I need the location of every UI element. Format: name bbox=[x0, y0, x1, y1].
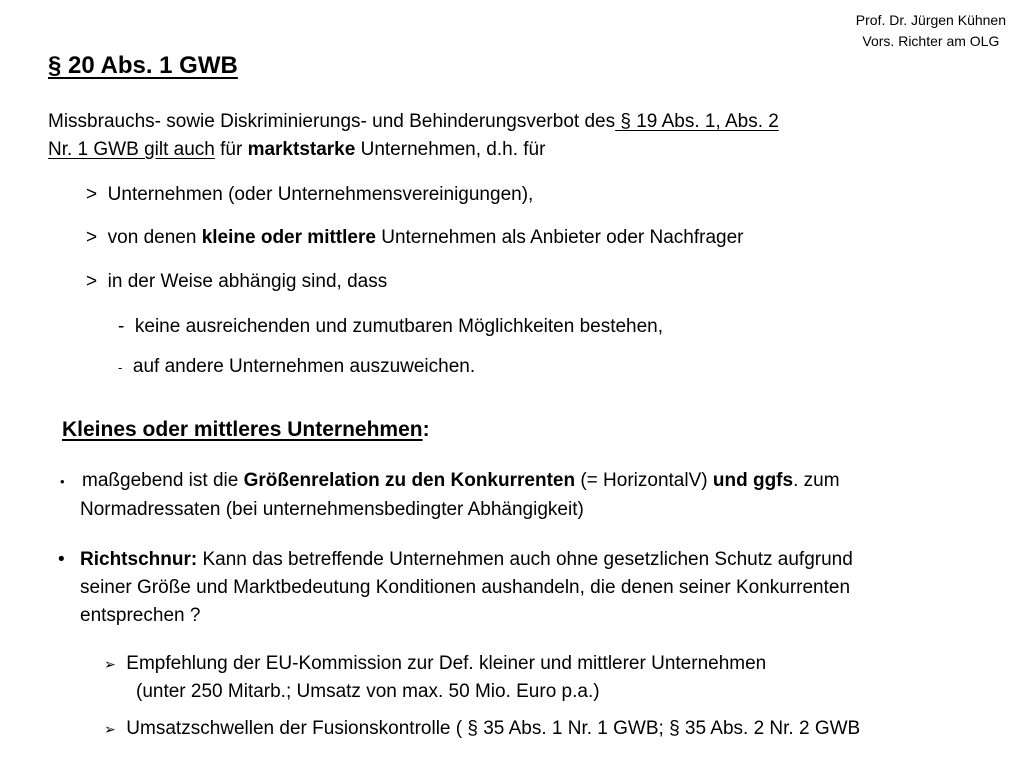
bullet-icon: • bbox=[58, 549, 65, 570]
intro-line-2: Nr. 1 GWB gilt auch für marktstarke Unternehmen, d.h. für bbox=[48, 139, 546, 160]
intro-reference: § 19 Abs. 1, Abs. 2 bbox=[615, 111, 779, 132]
subcondition-item: - keine ausreichenden und zumutbaren Möglichkeiten bestehen, bbox=[118, 316, 664, 337]
author-role: Vors. Richter am OLG bbox=[862, 33, 1000, 49]
condition-item: > von denen kleine oder mittlere Unternehmen als Anbieter oder Nachfrager bbox=[86, 227, 744, 248]
reference-item: ➢ Umsatzschwellen der Fusionskontrolle ( § 35 Abs. 1 Nr. 1 GWB; § 35 Abs. 2 Nr. 2 GWB bbox=[104, 718, 861, 739]
point-maßgebend: • maßgebend ist die Größenrelation zu den Konkurrenten (= HorizontalV) und ggfs. zum Normadressaten (bei unternehmensbedingter Abhängigkeit) bbox=[60, 470, 840, 520]
intro-paragraph bbox=[48, 108, 779, 164]
point-richtschnur: • Richtschnur: Kann das betreffende Unternehmen auch ohne gesetzlichen Schutz aufgrund seiner Größe und Marktbedeutung Konditionen aushandeln, die denen seiner Konkurrenten entsprechen ? bbox=[58, 546, 853, 630]
arrow-bullet-icon: ➢ bbox=[104, 721, 116, 737]
intro-reference-cont: Nr. 1 GWB gilt auch bbox=[48, 139, 215, 160]
reference-item: ➢ Empfehlung der EU-Kommission zur Def. kleiner und mittlerer Unternehmen (unter 250 Mitarb.; Umsatz von max. 50 Mio. Euro p.a.) bbox=[104, 653, 767, 702]
author-block bbox=[856, 10, 1006, 52]
author-name: Prof. Dr. Jürgen Kühnen bbox=[855, 12, 1006, 28]
arrow-bullet-icon: ➢ bbox=[104, 656, 116, 672]
condition-item: > Unternehmen (oder Unternehmensvereinigungen), bbox=[86, 184, 534, 205]
page-title: § 20 Abs. 1 GWB bbox=[48, 52, 238, 79]
intro-line-1: Missbrauchs- sowie Diskriminierungs- und Behinderungsverbot des § 19 Abs. 1, Abs. 2 bbox=[48, 111, 779, 132]
subcondition-item: - auf andere Unternehmen auszuweichen. bbox=[118, 356, 476, 377]
bullet-icon: • bbox=[60, 474, 65, 489]
condition-item: > in der Weise abhängig sind, dass bbox=[86, 271, 388, 292]
section-heading: Kleines oder mittleres Unternehmen: bbox=[62, 418, 430, 441]
